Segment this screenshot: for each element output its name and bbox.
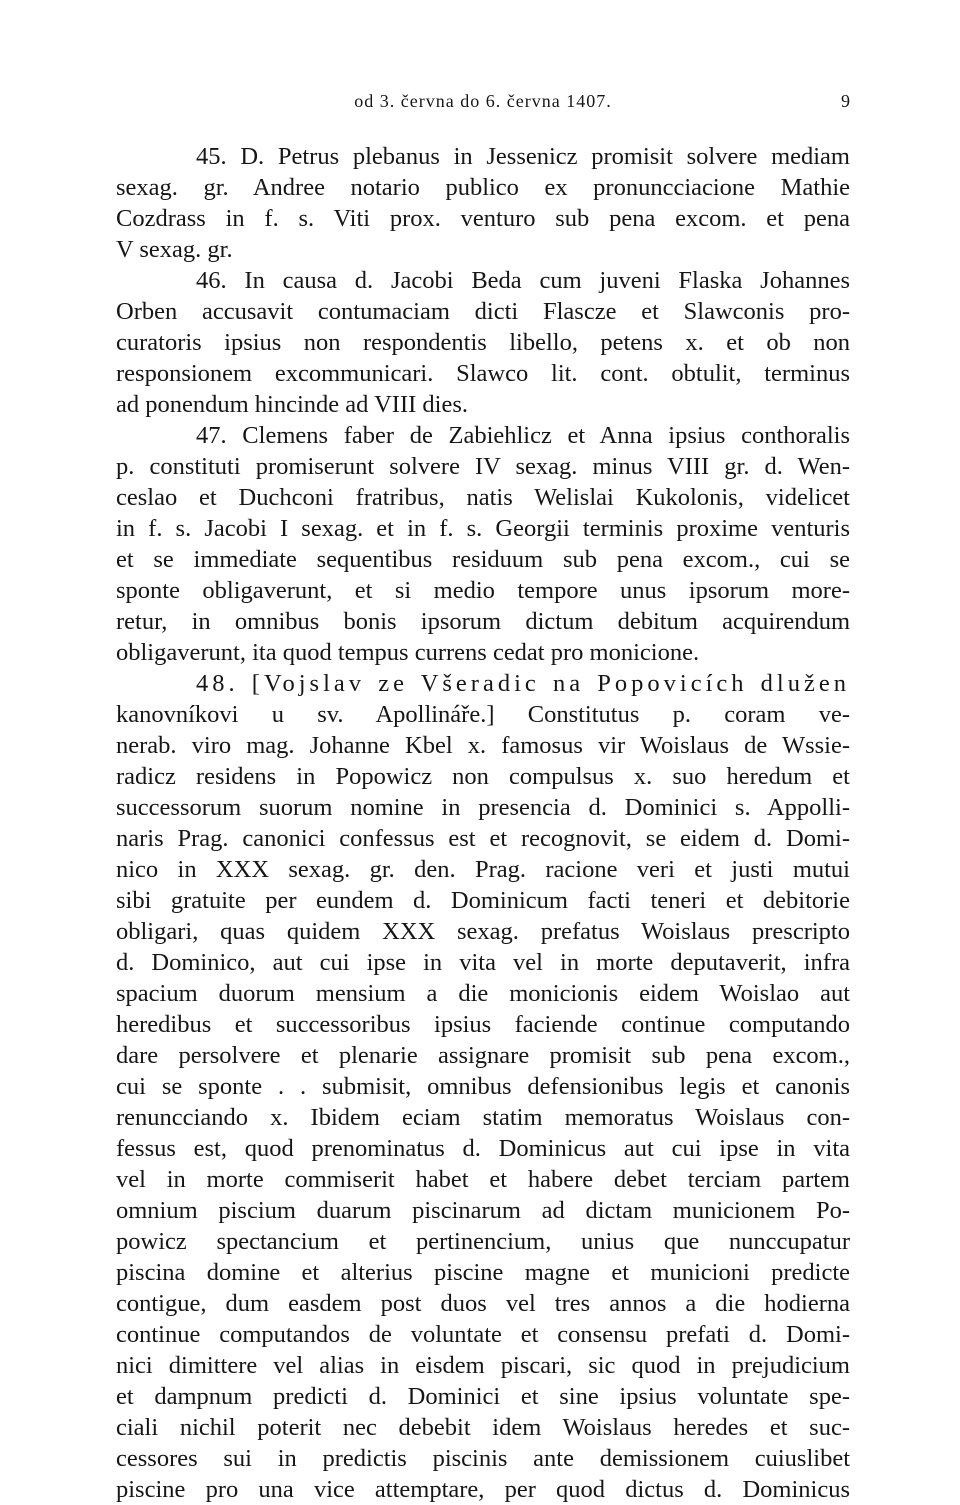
text-line: cui se sponte . . submisit, omnibus defensionibus legis et canonis xyxy=(116,1073,850,1100)
text-line: dare persolvere et plenarie assignare promisit sub pena excom., xyxy=(116,1042,850,1069)
text-line: ciali nichil poterit nec debebit idem Woislaus heredes et suc- xyxy=(116,1414,850,1441)
text-line: omnium piscium duarum piscinarum ad dictam municionem Po- xyxy=(116,1197,850,1224)
text-line: sibi gratuite per eundem d. Dominicum facti teneri et debitorie xyxy=(116,887,850,914)
running-title: od 3. června do 6. června 1407. xyxy=(354,91,612,111)
text-line: d. Dominico, aut cui ipse in vita vel in morte deputaverit, infra xyxy=(116,949,850,976)
text-line: sexag. gr. Andree notario publico ex pronuncciacione Mathie xyxy=(116,174,850,201)
text-line: ad ponendum hincinde ad VIII dies. xyxy=(116,391,468,418)
text-line: responsionem excommunicari. Slawco lit. cont. obtulit, terminus xyxy=(116,360,850,387)
text-line: renuncciando x. Ibidem eciam statim memoratus Woislaus con- xyxy=(116,1104,850,1131)
text-line: fessus est, quod prenominatus d. Dominicus aut cui ipse in vita xyxy=(116,1135,850,1162)
running-head xyxy=(116,89,850,113)
text-line: p. constituti promiserunt solvere IV sexag. minus VIII gr. d. Wen- xyxy=(116,453,850,480)
text-line: vel in morte commiserit habet et habere debet terciam partem xyxy=(116,1166,850,1193)
text-line: Orben accusavit contumaciam dicti Flascze et Slawconis pro- xyxy=(116,298,850,325)
text-line: et dampnum predicti d. Dominici et sine ipsius voluntate spe- xyxy=(116,1383,850,1410)
entry-heading-line: 48. [Vojslav ze Všeradic na Popovicích dlužen xyxy=(196,670,850,697)
text-line: piscina domine et alterius piscine magne et municioni predicte xyxy=(116,1259,850,1286)
text-line: powicz spectancium et pertinencium, unius que nunccupatur xyxy=(116,1228,850,1255)
text-line: cessores sui in predictis piscinis ante demissionem cuiuslibet xyxy=(116,1445,850,1472)
text-line: spacium duorum mensium a die monicionis eidem Woislao aut xyxy=(116,980,850,1007)
text-line: 47. Clemens faber de Zabiehlicz et Anna ipsius conthoralis xyxy=(196,422,850,449)
text-line: ceslao et Duchconi fratribus, natis Welislai Kukolonis, videlicet xyxy=(116,484,850,511)
entry-heading-line: kanovníkovi u sv. Apollináře.] Constitutus p. coram ve- xyxy=(116,701,850,728)
text-line: et se immediate sequentibus residuum sub pena excom., cui se xyxy=(116,546,850,573)
body-text xyxy=(116,141,850,1505)
text-line: obligaverunt, ita quod tempus currens cedat pro monicione. xyxy=(116,639,700,666)
text-line: nici dimittere vel alias in eisdem piscari, sic quod in prejudicium xyxy=(116,1352,850,1379)
text-line: 45. D. Petrus plebanus in Jessenicz promisit solvere mediam xyxy=(196,143,850,170)
text-line: radicz residens in Popowicz non compulsus x. suo heredum et xyxy=(116,763,850,790)
text-line: contigue, dum easdem post duos vel tres annos a die hodierna xyxy=(116,1290,850,1317)
text-line: in f. s. Jacobi I sexag. et in f. s. Georgii terminis proxime venturis xyxy=(116,515,850,542)
text-line: piscine pro una vice attemptare, per quod dictus d. Dominicus xyxy=(116,1476,850,1503)
text-line: 46. In causa d. Jacobi Beda cum juveni Flaska Johannes xyxy=(196,267,850,294)
page-number: 9 xyxy=(841,91,850,111)
text-line: obligari, quas quidem XXX sexag. prefatus Woislaus prescripto xyxy=(116,918,850,945)
text-line: Cozdrass in f. s. Viti prox. venturo sub pena excom. et pena xyxy=(116,205,850,232)
text-line: retur, in omnibus bonis ipsorum dictum debitum acquirendum xyxy=(116,608,850,635)
text-line: curatoris ipsius non respondentis libello, petens x. et ob non xyxy=(116,329,850,356)
text-line: continue computandos de voluntate et consensu prefati d. Domi- xyxy=(116,1321,850,1348)
text-line: successorum suorum nomine in presencia d. Dominici s. Appolli- xyxy=(116,794,850,821)
text-line: sponte obligaverunt, et si medio tempore unus ipsorum more- xyxy=(116,577,850,604)
text-line: nerab. viro mag. Johanne Kbel x. famosus vir Woislaus de Wssie- xyxy=(116,732,850,759)
text-line: V sexag. gr. xyxy=(116,236,233,263)
text-line: nico in XXX sexag. gr. den. Prag. racione veri et justi mutui xyxy=(116,856,850,883)
text-line: naris Prag. canonici confessus est et recognovit, se eidem d. Domi- xyxy=(116,825,850,852)
text-line: heredibus et successoribus ipsius faciende continue computando xyxy=(116,1011,850,1038)
